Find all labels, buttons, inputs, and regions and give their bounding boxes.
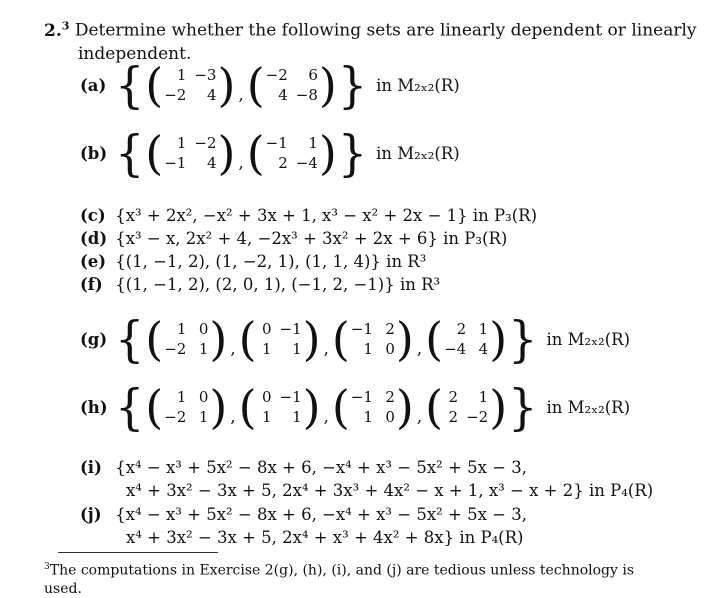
right-brace: } — [508, 310, 538, 368]
matrix-h4: 2 1 2 −2 — [448, 388, 489, 426]
left-paren: ( — [145, 58, 164, 112]
footnote-rule — [58, 552, 218, 553]
part-text: {(1, −1, 2), (2, 0, 1), (−1, 2, −1)} in R³ — [115, 275, 441, 294]
part-a — [80, 56, 460, 114]
part-h — [80, 378, 631, 436]
footnote — [44, 558, 704, 598]
problem-number: 2.$^3$ — [44, 19, 70, 41]
part-text: {x³ − x, 2x² + 4, −2x³ + 3x² + 2x + 6} in P₃(R) — [115, 229, 508, 248]
right-paren: ) — [489, 380, 508, 434]
part-text-line1: {x⁴ − x³ + 5x² − 8x + 6, −x⁴ + x³ − 5x² + 5x − 3, — [115, 458, 527, 477]
left-paren: ( — [331, 312, 350, 366]
matrix-h2: 0 −1 1 1 — [261, 388, 302, 426]
comma: , — [416, 339, 423, 358]
right-paren: ) — [489, 312, 508, 366]
part-text: {(1, −1, 2), (1, −2, 1), (1, 1, 4)} in R³ — [115, 252, 427, 271]
matrix-a1: 1 −3 −2 4 — [164, 66, 217, 104]
part-label: (c) — [80, 206, 106, 225]
part-label: (e) — [80, 252, 107, 271]
matrix-g2: 0 −1 1 1 — [261, 320, 302, 358]
comma: , — [323, 407, 329, 426]
left-paren: ( — [238, 380, 257, 434]
problem-text-line2: independent. — [78, 43, 192, 64]
left-paren: ( — [425, 312, 444, 366]
part-text-line1: {x⁴ − x³ + 5x² − 8x + 6, −x⁴ + x³ − 5x² + 5x − 3, — [115, 505, 527, 524]
part-label: (d) — [80, 229, 108, 248]
right-paren: ) — [302, 380, 321, 434]
right-paren: ) — [217, 58, 236, 112]
right-paren: ) — [217, 126, 236, 180]
footnote-text-2: used. — [44, 580, 82, 597]
part-label: (a) — [80, 75, 107, 95]
left-paren: ( — [145, 312, 164, 366]
right-paren: ) — [209, 312, 228, 366]
comma: , — [230, 339, 236, 358]
right-brace: } — [337, 124, 368, 182]
left-brace: { — [115, 378, 145, 436]
part-b — [80, 124, 460, 182]
matrix-g3: −1 2 1 0 — [350, 320, 395, 358]
part-label: (f) — [80, 275, 103, 294]
part-label: (j) — [80, 505, 102, 524]
part-j — [80, 505, 527, 524]
left-paren: ( — [246, 58, 265, 112]
vector-space: in M₂ₓ₂(R) — [376, 75, 460, 95]
matrix-h1: 1 0 −2 1 — [164, 388, 209, 426]
footnote-mark: 3 — [44, 562, 50, 572]
part-label: (i) — [80, 458, 102, 477]
left-brace: { — [115, 310, 145, 368]
matrix-h3: −1 2 1 0 — [350, 388, 395, 426]
vector-space: in M₂ₓ₂(R) — [546, 397, 631, 417]
right-brace: } — [337, 56, 368, 114]
part-label: (g) — [80, 329, 108, 349]
left-brace: { — [115, 56, 145, 114]
part-i — [80, 458, 527, 477]
matrix-a2: −2 6 4 −8 — [265, 66, 318, 104]
problem-text-line1: Determine whether the following sets are linearly dependent or linearly — [74, 20, 697, 41]
right-brace: } — [508, 378, 538, 436]
part-e — [80, 252, 426, 271]
right-paren: ) — [302, 312, 321, 366]
matrix-g4: 2 1 −4 4 — [444, 320, 489, 358]
right-paren: ) — [318, 58, 337, 112]
left-paren: ( — [238, 312, 257, 366]
vector-space: in M₂ₓ₂(R) — [546, 329, 631, 349]
left-paren: ( — [246, 126, 265, 180]
right-paren: ) — [209, 380, 228, 434]
part-f — [80, 275, 440, 294]
footnote-text: The computations in Exercise 2(g), (h), (i), and (j) are tedious unless technology is — [49, 562, 635, 579]
matrix-b2: −1 1 2 −4 — [265, 134, 318, 172]
comma: , — [323, 339, 329, 358]
matrix-b1: 1 −2 −1 4 — [164, 134, 217, 172]
left-paren: ( — [425, 380, 444, 434]
part-c — [80, 206, 537, 225]
left-paren: ( — [145, 380, 164, 434]
part-label: (h) — [80, 397, 108, 417]
right-paren: ) — [395, 380, 414, 434]
left-brace: { — [115, 124, 145, 182]
comma: , — [416, 407, 423, 426]
comma: , — [238, 153, 244, 172]
matrix-g1: 1 0 −2 1 — [164, 320, 209, 358]
part-label: (b) — [80, 143, 108, 163]
comma: , — [238, 85, 244, 104]
right-paren: ) — [318, 126, 337, 180]
left-paren: ( — [331, 380, 350, 434]
part-g — [80, 310, 631, 368]
part-i-line2: x⁴ + 3x² − 3x + 5, 2x⁴ + 3x³ + 4x² − x + 1, x³ − x + 2} in P₄(R) — [126, 481, 654, 500]
part-j-line2: x⁴ + 3x² − 3x + 5, 2x⁴ + x³ + 4x² + 8x} in P₄(R) — [126, 528, 524, 547]
comma: , — [230, 407, 236, 426]
vector-space: in M₂ₓ₂(R) — [376, 143, 460, 163]
right-paren: ) — [395, 312, 414, 366]
left-paren: ( — [145, 126, 164, 180]
part-d — [80, 229, 507, 248]
part-text: {x³ + 2x², −x² + 3x + 1, x³ − x² + 2x − 1} in P₃(R) — [115, 206, 538, 225]
